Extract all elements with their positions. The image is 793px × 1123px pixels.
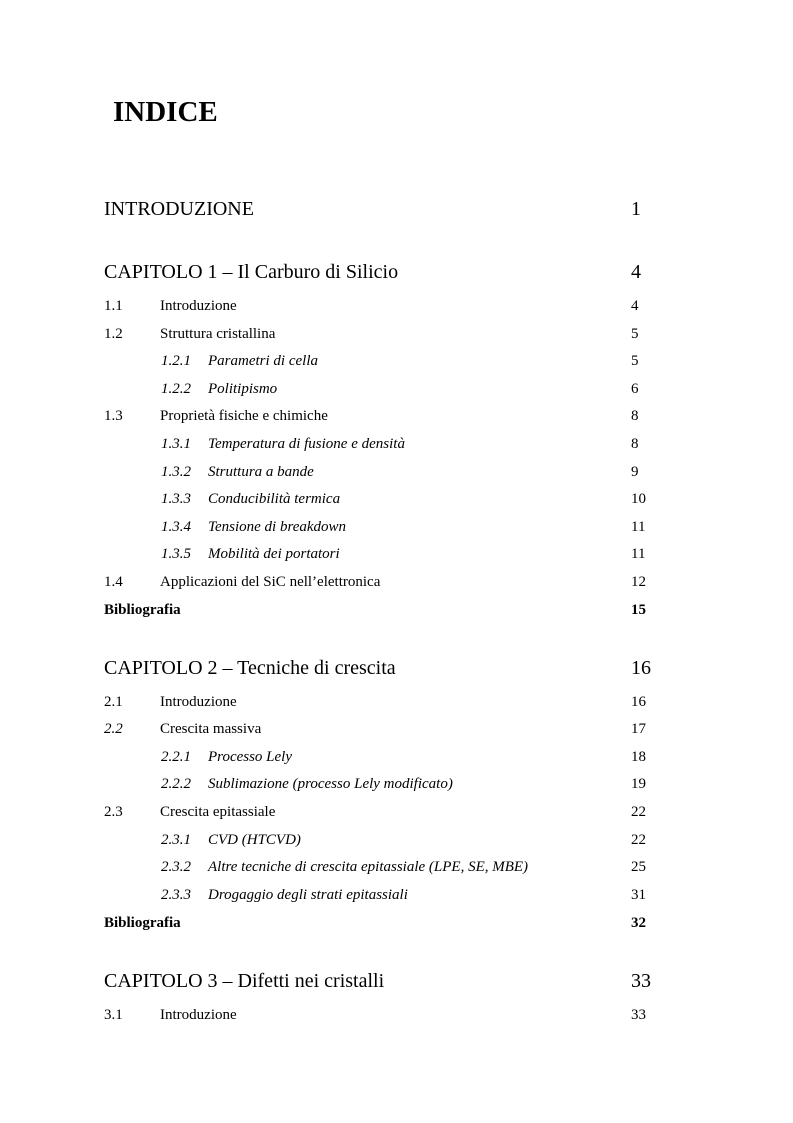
entry-title: Tensione di breakdown: [208, 519, 347, 535]
entry-number: 1.2.2: [161, 381, 191, 397]
entry-page: 4: [631, 298, 639, 314]
entry-title: CVD (HTCVD): [208, 832, 301, 848]
toc-bibliography[interactable]: [104, 913, 664, 933]
toc-entry[interactable]: [104, 1005, 664, 1025]
entry-title: Introduzione: [160, 298, 237, 314]
entry-number: 1.3.3: [161, 491, 191, 507]
entry-number: 1.3.2: [161, 464, 191, 480]
entry-page: 16: [631, 694, 646, 710]
entry-page: 17: [631, 721, 646, 737]
entry-title: Struttura cristallina: [160, 326, 276, 342]
entry-number: 1.3.1: [161, 436, 191, 452]
entry-number: 1.1: [104, 298, 123, 314]
entry-title: Mobilità dei portatori: [208, 546, 340, 562]
entry-page: 22: [631, 804, 646, 820]
entry-title: Parametri di cella: [208, 353, 318, 369]
entry-number: 1.3.5: [161, 546, 191, 562]
entry-page: 22: [631, 832, 646, 848]
entry-page: 19: [631, 776, 646, 792]
toc-subentry[interactable]: [104, 517, 664, 537]
entry-title: Conducibilità termica: [208, 491, 341, 507]
entry-number: 2.3: [104, 804, 123, 820]
toc-subentry[interactable]: [104, 774, 664, 794]
entry-number: 2.2.2: [161, 776, 191, 792]
toc-entry[interactable]: [104, 719, 664, 739]
toc-subentry[interactable]: [104, 462, 664, 482]
entry-page: 25: [631, 859, 646, 875]
toc-entry[interactable]: [104, 802, 664, 822]
toc-entry[interactable]: [104, 692, 664, 712]
entry-page: 33: [631, 1007, 646, 1023]
entry-page: 6: [631, 381, 639, 397]
toc-entry[interactable]: [104, 572, 664, 592]
entry-number: 1.4: [104, 574, 123, 590]
chapter-heading-label: CAPITOLO 2 – Tecniche di crescita: [104, 657, 396, 679]
entry-title: Crescita massiva: [160, 721, 262, 737]
entry-title: Struttura a bande: [208, 464, 314, 480]
entry-title: Sublimazione (processo Lely modificato): [208, 776, 453, 792]
toc-bibliography[interactable]: [104, 600, 664, 620]
toc-subentry[interactable]: [104, 434, 664, 454]
toc-subentry[interactable]: [104, 857, 664, 877]
entry-title: Processo Lely: [208, 749, 293, 765]
entry-page: 12: [631, 574, 646, 590]
bibliography-page: 15: [631, 602, 646, 618]
page-title: INDICE: [113, 96, 218, 128]
entry-page: 18: [631, 749, 646, 765]
entry-number: 2.2.1: [161, 749, 191, 765]
entry-page: 10: [631, 491, 646, 507]
chapter-heading-page: 4: [631, 261, 641, 283]
chapter-heading-page: 33: [631, 970, 651, 992]
entry-page: 31: [631, 887, 646, 903]
entry-title: Introduzione: [160, 1007, 237, 1023]
entry-number: 2.3.1: [161, 832, 191, 848]
entry-number: 2.2: [104, 721, 123, 737]
entry-title: Politipismo: [208, 381, 278, 397]
chapter-heading-label: CAPITOLO 1 – Il Carburo di Silicio: [104, 261, 399, 283]
bibliography-label: Bibliografia: [104, 915, 181, 931]
chapter-heading-page: 16: [631, 657, 651, 679]
entry-number: 2.3.2: [161, 859, 191, 875]
entry-page: 8: [631, 436, 639, 452]
entry-number: 1.3: [104, 408, 123, 424]
toc-subentry[interactable]: [104, 830, 664, 850]
entry-page: 9: [631, 464, 639, 480]
toc-chapter-3-heading[interactable]: [104, 967, 664, 995]
toc-introduction-page: 1: [631, 198, 641, 220]
toc-entry[interactable]: [104, 324, 664, 344]
entry-number: 2.1: [104, 694, 123, 710]
toc-subentry[interactable]: [104, 885, 664, 905]
toc-chapter-2-heading[interactable]: [104, 654, 664, 682]
toc-subentry[interactable]: [104, 489, 664, 509]
entry-title: Temperatura di fusione e densità: [208, 436, 405, 452]
toc-introduction[interactable]: [104, 195, 664, 223]
toc-subentry[interactable]: [104, 379, 664, 399]
entry-page: 5: [631, 326, 639, 342]
toc-introduction-label: INTRODUZIONE: [104, 198, 254, 220]
entry-title: Proprietà fisiche e chimiche: [160, 408, 328, 424]
toc-chapter-1-heading[interactable]: [104, 258, 664, 286]
entry-page: 11: [631, 519, 646, 535]
entry-number: 1.2.1: [161, 353, 191, 369]
chapter-heading-label: CAPITOLO 3 – Difetti nei cristalli: [104, 970, 385, 992]
entry-page: 11: [631, 546, 646, 562]
toc-entry[interactable]: [104, 406, 664, 426]
entry-number: 3.1: [104, 1007, 123, 1023]
entry-number: 2.3.3: [161, 887, 191, 903]
entry-page: 8: [631, 408, 639, 424]
bibliography-page: 32: [631, 915, 646, 931]
toc-subentry[interactable]: [104, 544, 664, 564]
toc-subentry[interactable]: [104, 747, 664, 767]
toc-entry[interactable]: [104, 296, 664, 316]
toc-subentry[interactable]: [104, 351, 664, 371]
entry-title: Drogaggio degli strati epitassiali: [208, 887, 408, 903]
entry-title: Introduzione: [160, 694, 237, 710]
entry-title: Applicazioni del SiC nell’elettronica: [160, 574, 381, 590]
entry-number: 1.3.4: [161, 519, 191, 535]
entry-page: 5: [631, 353, 639, 369]
entry-title: Crescita epitassiale: [160, 804, 276, 820]
entry-title: Altre tecniche di crescita epitassiale (LPE, SE, MBE): [208, 859, 529, 875]
entry-number: 1.2: [104, 326, 123, 342]
bibliography-label: Bibliografia: [104, 602, 181, 618]
